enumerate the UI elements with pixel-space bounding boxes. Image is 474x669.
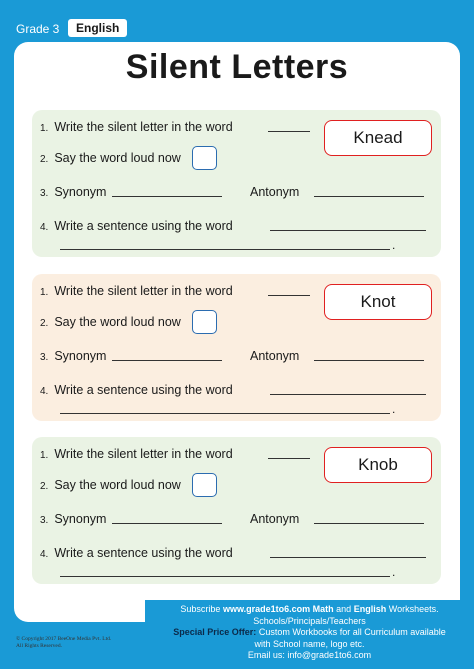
- question-4: 4. Write a sentence using the word: [40, 219, 233, 233]
- question-2: 2. Say the word loud now: [40, 315, 181, 329]
- antonym-line[interactable]: [314, 196, 424, 197]
- say-word-checkbox[interactable]: [192, 146, 217, 170]
- synonym-line[interactable]: [112, 360, 222, 361]
- question-1: 1. Write the silent letter in the word: [40, 120, 233, 134]
- silent-letter-line[interactable]: [268, 131, 310, 132]
- sentence-line-2[interactable]: [60, 413, 390, 414]
- subscribe-line: Subscribe www.grade1to6.com Math and English Worksheets.: [180, 604, 439, 614]
- antonym-line[interactable]: [314, 523, 424, 524]
- audience-line: Schools/Principals/Teachers: [253, 615, 366, 626]
- question-2: 2. Say the word loud now: [40, 151, 181, 165]
- word-box: Knead: [324, 120, 432, 156]
- sentence-line-1[interactable]: [270, 230, 426, 231]
- question-3-antonym: Antonym: [250, 512, 300, 526]
- sentence-line-2[interactable]: [60, 576, 390, 577]
- question-card-3: [32, 437, 441, 584]
- sentence-line-2[interactable]: [60, 249, 390, 250]
- site-link[interactable]: www.grade1to6.com: [222, 604, 311, 614]
- subject-badge: English: [68, 19, 127, 37]
- question-4: 4. Write a sentence using the word: [40, 546, 233, 560]
- offer-line-2: with School name, logo etc.: [254, 638, 365, 649]
- antonym-line[interactable]: [314, 360, 424, 361]
- period-mark: .: [392, 238, 396, 252]
- word-box: Knob: [324, 447, 432, 483]
- question-4: 4. Write a sentence using the word: [40, 383, 233, 397]
- sentence-line-1[interactable]: [270, 557, 426, 558]
- email-link[interactable]: Email us: info@grade1to6.com: [247, 650, 372, 660]
- synonym-line[interactable]: [112, 196, 222, 197]
- silent-letter-line[interactable]: [268, 458, 310, 459]
- word-box: Knot: [324, 284, 432, 320]
- question-3-antonym: Antonym: [250, 349, 300, 363]
- question-3-synonym: 3. Synonym: [40, 349, 107, 363]
- question-3-synonym: 3. Synonym: [40, 185, 107, 199]
- synonym-line[interactable]: [112, 523, 222, 524]
- period-mark: .: [392, 565, 396, 579]
- offer-line: Special Price Offer: Custom Workbooks for all Curriculum available: [173, 627, 446, 637]
- question-card-2: [32, 274, 441, 421]
- silent-letter-line[interactable]: [268, 295, 310, 296]
- grade-label: Grade 3: [16, 22, 60, 36]
- question-3-synonym: 3. Synonym: [40, 512, 107, 526]
- question-3-antonym: Antonym: [250, 185, 300, 199]
- page-title: Silent Letters: [125, 48, 349, 86]
- period-mark: .: [392, 402, 396, 416]
- question-2: 2. Say the word loud now: [40, 478, 181, 492]
- sentence-line-1[interactable]: [270, 394, 426, 395]
- say-word-checkbox[interactable]: [192, 310, 217, 334]
- question-1: 1. Write the silent letter in the word: [40, 447, 233, 461]
- question-card-1: [32, 110, 441, 257]
- footer-promo: [145, 600, 474, 669]
- question-1: 1. Write the silent letter in the word: [40, 284, 233, 298]
- copyright-notice: © Copyright 2017 BeeOne Media Pvt. Ltd. All Rights Reserved.: [16, 636, 112, 649]
- say-word-checkbox[interactable]: [192, 473, 217, 497]
